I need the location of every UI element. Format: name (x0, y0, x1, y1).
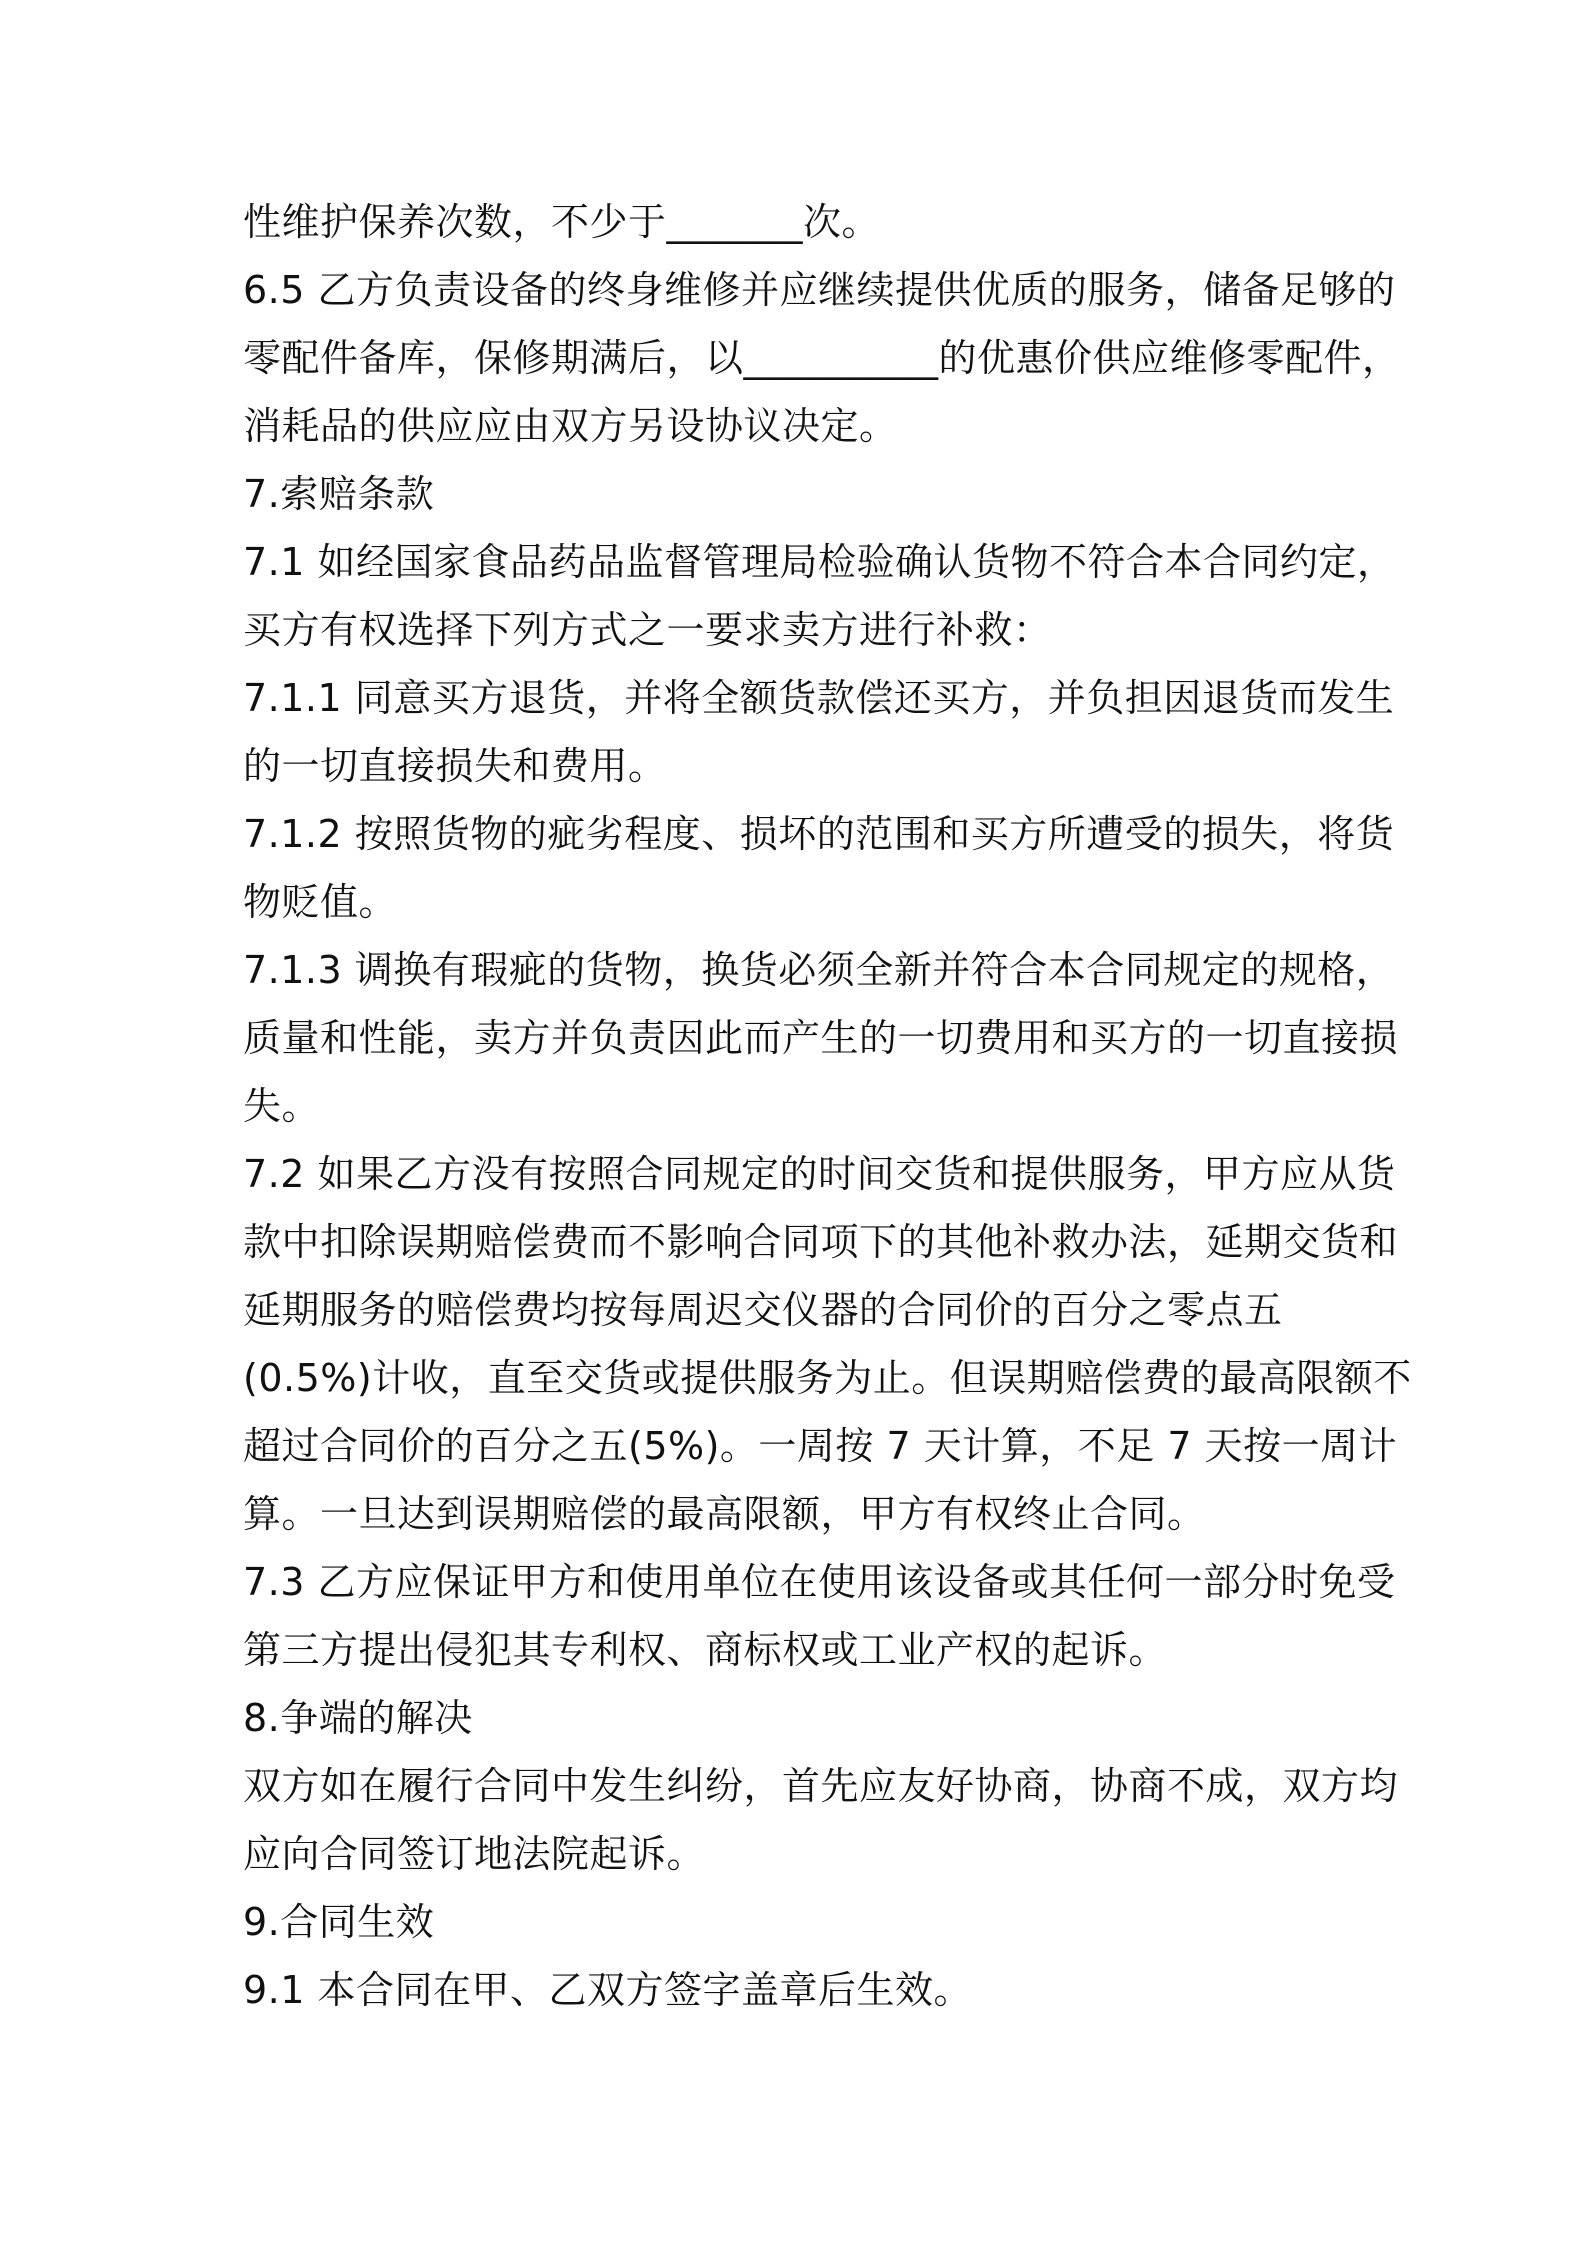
text-line: 超过合同价的百分之五(5%)。一周按 7 天计算，不足 7 天按一周计 (243, 1424, 1398, 1468)
text-line: 性维护保养次数，不少于_______次。 (243, 200, 881, 244)
document-body (243, 188, 1412, 2024)
text-line: 7.2 如果乙方没有按照合同规定的时间交货和提供服务，甲方应从货 (243, 1152, 1396, 1196)
section-heading: 7.索赔条款 (243, 472, 435, 516)
text-line: 7.1 如经国家食品药品监督管理局检验确认货物不符合本合同约定， (243, 540, 1396, 584)
text-line: 双方如在履行合同中发生纠纷，首先应友好协商，协商不成，双方均 (243, 1764, 1399, 1808)
text-line: 失。 (243, 1084, 321, 1128)
text-line: 款中扣除误期赔偿费而不影响合同项下的其他补救办法，延期交货和 (243, 1220, 1399, 1264)
text-line: 买方有权选择下列方式之一要求卖方进行补救： (243, 608, 1052, 652)
text-line: (0.5%)计收，直至交货或提供服务为止。但误期赔偿费的最高限额不 (243, 1356, 1412, 1400)
text-line: 6.5 乙方负责设备的终身维修并应继续提供优质的服务，储备足够的 (243, 268, 1396, 312)
text-line: 消耗品的供应应由双方另设协议决定。 (243, 404, 898, 448)
text-line: 延期服务的赔偿费均按每周迟交仪器的合同价的百分之零点五 (243, 1288, 1283, 1332)
text-line: 物贬值。 (243, 880, 398, 924)
text-line: 7.3 乙方应保证甲方和使用单位在使用该设备或其任何一部分时免受 (243, 1560, 1396, 1604)
text-line: 算。一旦达到误期赔偿的最高限额，甲方有权终止合同。 (243, 1492, 1206, 1536)
text-line: 应向合同签订地法院起诉。 (243, 1832, 706, 1876)
text-line: 7.1.2 按照货物的疵劣程度、损坏的范围和买方所遭受的损失，将货 (243, 812, 1395, 856)
text-line: 的一切直接损失和费用。 (243, 744, 667, 788)
text-line: 7.1.1 同意买方退货，并将全额货款偿还买方，并负担因退货而发生 (243, 676, 1395, 720)
text-line: 7.1.3 调换有瑕疵的货物，换货必须全新并符合本合同规定的规格， (243, 948, 1395, 992)
text-line: 9.1 本合同在甲、乙双方签字盖章后生效。 (243, 1968, 973, 2012)
section-heading: 8.争端的解决 (243, 1696, 473, 1740)
text-line: 零配件备库，保修期满后，以__________的优惠价供应维修零配件， (243, 336, 1401, 380)
text-line: 第三方提出侵犯其专利权、商标权或工业产权的起诉。 (243, 1628, 1168, 1672)
section-heading: 9.合同生效 (243, 1900, 435, 1944)
text-line: 质量和性能，卖方并负责因此而产生的一切费用和买方的一切直接损 (243, 1016, 1399, 1060)
